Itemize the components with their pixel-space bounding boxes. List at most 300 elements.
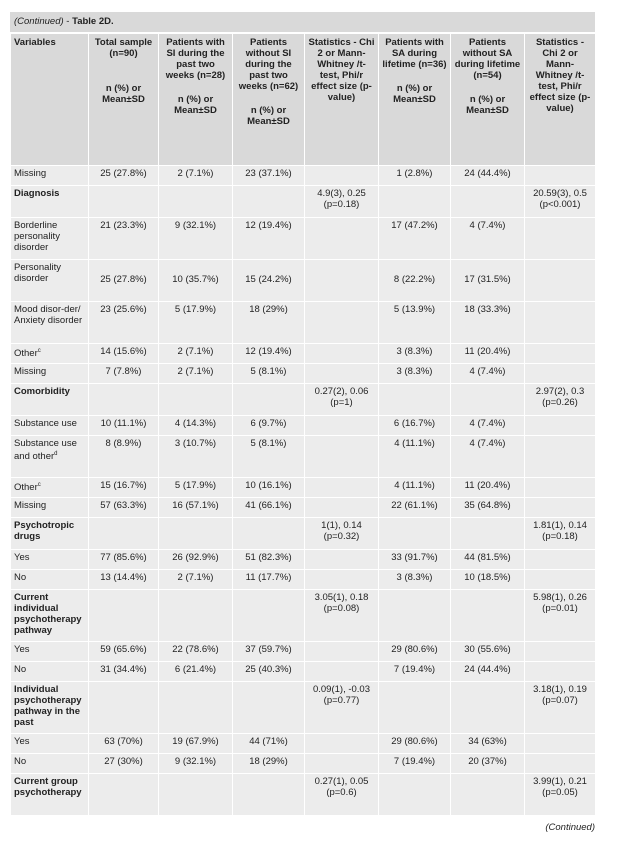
data-cell <box>159 590 233 642</box>
cell-value: 0.27(1), 0.05 (p=0.6) <box>314 776 369 798</box>
data-cell <box>525 364 596 384</box>
data-cell <box>233 550 305 570</box>
data-cell <box>451 260 525 302</box>
table-row <box>11 436 596 478</box>
data-cell <box>159 570 233 590</box>
header-row <box>11 34 596 166</box>
cell-value: 18 (29%) <box>249 756 288 767</box>
cell-value: 3.05(1), 0.18 (p=0.08) <box>314 592 369 614</box>
continued-footer: (Continued) <box>545 822 595 833</box>
data-cell <box>89 774 159 816</box>
caption-prefix: (Continued) <box>14 16 64 27</box>
cell-value: 4 (7.4%) <box>469 438 506 449</box>
data-cell <box>233 436 305 478</box>
header-label: Statistics - Chi 2 or Mann-Whitney /t-test, Phi/r effect size (p-value) <box>529 37 591 114</box>
data-cell <box>89 384 159 416</box>
data-cell <box>159 186 233 218</box>
cell-value: 29 (80.6%) <box>391 736 438 747</box>
data-cell <box>451 218 525 260</box>
data-table <box>10 33 596 816</box>
row-label: Substance use and other <box>14 438 77 463</box>
cell-value: 8 (22.2%) <box>393 274 436 285</box>
table-row <box>11 550 596 570</box>
cell-value: 7 (19.4%) <box>393 664 436 675</box>
row-label-cell <box>11 774 89 816</box>
data-cell <box>451 416 525 436</box>
header-label: Patients with SI during the past two weeks (n=28) <box>165 37 226 81</box>
row-label: Diagnosis <box>14 188 60 199</box>
data-cell <box>233 570 305 590</box>
data-cell <box>159 260 233 302</box>
cell-value: 26 (92.9%) <box>172 552 219 563</box>
header-statistics-sa <box>525 34 596 166</box>
header-sa-patients <box>379 34 451 166</box>
data-cell <box>233 416 305 436</box>
data-cell <box>451 166 525 186</box>
data-cell <box>525 260 596 302</box>
data-cell <box>525 436 596 478</box>
caption-table-label: Table 2D. <box>72 16 114 27</box>
data-cell <box>525 682 596 734</box>
cell-value: 10 (35.7%) <box>172 274 219 285</box>
data-cell <box>305 518 379 550</box>
table-row <box>11 344 596 364</box>
row-label: Substance use <box>14 418 77 429</box>
row-label-cell <box>11 498 89 518</box>
cell-value: 33 (91.7%) <box>391 552 438 563</box>
cell-value: 4 (11.1%) <box>394 438 435 449</box>
cell-value: 4 (7.4%) <box>469 220 506 231</box>
cell-value: 6 (16.7%) <box>393 418 436 429</box>
cell-value: 1 (2.8%) <box>396 168 433 179</box>
data-cell <box>159 302 233 344</box>
data-cell <box>89 218 159 260</box>
data-cell <box>305 186 379 218</box>
row-label: No <box>14 664 27 675</box>
data-cell <box>233 774 305 816</box>
data-cell <box>233 302 305 344</box>
data-cell <box>89 754 159 774</box>
table-row <box>11 478 596 498</box>
data-cell <box>379 364 451 384</box>
cell-value: 31 (34.4%) <box>100 664 147 675</box>
table-caption <box>10 12 595 33</box>
row-label-cell <box>11 302 89 344</box>
data-cell <box>451 590 525 642</box>
row-label-cell <box>11 590 89 642</box>
row-label-cell <box>11 344 89 364</box>
table-row <box>11 364 596 384</box>
data-cell <box>305 166 379 186</box>
data-cell <box>451 570 525 590</box>
data-cell <box>451 682 525 734</box>
row-label-cell <box>11 682 89 734</box>
cell-value: 34 (63%) <box>468 736 507 747</box>
row-label: Individual psychotherapy pathway in the past <box>14 684 82 728</box>
cell-value: 16 (57.1%) <box>172 500 219 511</box>
data-cell <box>233 186 305 218</box>
row-label-cell <box>11 518 89 550</box>
data-cell <box>379 774 451 816</box>
data-cell <box>159 734 233 754</box>
data-cell <box>379 416 451 436</box>
cell-value: 18 (29%) <box>249 304 288 315</box>
data-cell <box>451 662 525 682</box>
data-cell <box>379 662 451 682</box>
row-label-cell <box>11 662 89 682</box>
data-cell <box>89 518 159 550</box>
cell-value: 5 (8.1%) <box>250 438 287 449</box>
cell-value: 77 (85.6%) <box>100 552 147 563</box>
header-unit: n (%) or Mean±SD <box>174 94 217 116</box>
data-cell <box>305 416 379 436</box>
data-cell <box>305 550 379 570</box>
data-cell <box>525 550 596 570</box>
cell-value: 22 (78.6%) <box>172 644 219 655</box>
data-cell <box>159 364 233 384</box>
data-cell <box>233 166 305 186</box>
cell-value: 5.98(1), 0.26 (p=0.01) <box>533 592 587 614</box>
data-cell <box>89 478 159 498</box>
header-unit: n (%) or Mean±SD <box>393 83 436 105</box>
cell-value: 5 (17.9%) <box>174 480 217 491</box>
data-cell <box>159 498 233 518</box>
table-page <box>10 12 595 816</box>
data-cell <box>159 754 233 774</box>
cell-value: 12 (19.4%) <box>245 346 292 357</box>
data-cell <box>451 344 525 364</box>
cell-value: 2 (7.1%) <box>177 168 214 179</box>
header-label: Variables <box>14 37 56 48</box>
footnote-marker: d <box>54 451 58 457</box>
cell-value: 17 (31.5%) <box>464 274 511 285</box>
header-unit: n (%) or Mean±SD <box>102 83 145 105</box>
cell-value: 5 (8.1%) <box>250 366 287 377</box>
data-cell <box>525 302 596 344</box>
cell-value: 10 (11.1%) <box>100 418 147 429</box>
table-row <box>11 416 596 436</box>
data-cell <box>305 590 379 642</box>
data-cell <box>451 478 525 498</box>
data-cell <box>89 186 159 218</box>
table-row <box>11 498 596 518</box>
header-unit: n (%) or Mean±SD <box>247 105 290 127</box>
table-row <box>11 754 596 774</box>
cell-value: 5 (13.9%) <box>393 304 436 315</box>
data-cell <box>89 364 159 384</box>
row-label-cell <box>11 642 89 662</box>
cell-value: 9 (32.1%) <box>174 220 217 231</box>
data-cell <box>89 590 159 642</box>
data-cell <box>159 642 233 662</box>
table-body <box>11 166 596 816</box>
row-label: Comorbidity <box>14 386 70 397</box>
data-cell <box>451 302 525 344</box>
data-cell <box>159 682 233 734</box>
data-cell <box>451 498 525 518</box>
header-no-si-patients <box>233 34 305 166</box>
data-cell <box>379 478 451 498</box>
data-cell <box>379 436 451 478</box>
header-label: Patients without SI during the past two weeks (n=62) <box>238 37 299 92</box>
cell-value: 3 (8.3%) <box>396 572 433 583</box>
data-cell <box>525 498 596 518</box>
data-cell <box>379 518 451 550</box>
data-cell <box>89 436 159 478</box>
row-label: Psychotropic drugs <box>14 520 75 542</box>
data-cell <box>305 260 379 302</box>
header-si-patients <box>159 34 233 166</box>
data-cell <box>233 260 305 302</box>
table-row <box>11 384 596 416</box>
data-cell <box>233 642 305 662</box>
row-label-cell <box>11 478 89 498</box>
cell-value: 11 (20.4%) <box>464 346 511 357</box>
table-row <box>11 166 596 186</box>
cell-value: 17 (47.2%) <box>391 220 438 231</box>
data-cell <box>305 498 379 518</box>
data-cell <box>159 518 233 550</box>
table-row <box>11 186 596 218</box>
row-label: Missing <box>14 366 47 377</box>
data-cell <box>89 416 159 436</box>
cell-value: 2 (7.1%) <box>177 572 214 583</box>
data-cell <box>451 734 525 754</box>
data-cell <box>451 436 525 478</box>
data-cell <box>525 384 596 416</box>
data-cell <box>379 590 451 642</box>
data-cell <box>305 642 379 662</box>
row-label: Yes <box>14 644 30 655</box>
row-label: Borderline personality disorder <box>14 220 60 253</box>
data-cell <box>451 550 525 570</box>
cell-value: 22 (61.1%) <box>391 500 438 511</box>
row-label: Missing <box>14 500 47 511</box>
data-cell <box>305 436 379 478</box>
cell-value: 4 (7.4%) <box>469 366 506 377</box>
cell-value: 10 (16.1%) <box>245 480 292 491</box>
data-cell <box>305 570 379 590</box>
row-label-cell <box>11 364 89 384</box>
table-row <box>11 260 596 302</box>
cell-value: 0.09(1), -0.03 (p=0.77) <box>312 684 371 706</box>
cell-value: 11 (17.7%) <box>245 572 292 583</box>
cell-value: 6 (9.7%) <box>250 418 287 429</box>
cell-value: 59 (65.6%) <box>100 644 147 655</box>
cell-value: 15 (24.2%) <box>245 274 292 285</box>
cell-value: 29 (80.6%) <box>391 644 438 655</box>
cell-value: 10 (18.5%) <box>464 572 511 583</box>
cell-value: 3 (8.3%) <box>396 346 433 357</box>
data-cell <box>89 662 159 682</box>
row-label-cell <box>11 754 89 774</box>
data-cell <box>233 498 305 518</box>
data-cell <box>379 754 451 774</box>
data-cell <box>89 734 159 754</box>
cell-value: 25 (40.3%) <box>245 664 292 675</box>
data-cell <box>89 642 159 662</box>
cell-value: 7 (19.4%) <box>393 756 436 767</box>
row-label-cell <box>11 260 89 302</box>
cell-value: 23 (37.1%) <box>245 168 292 179</box>
data-cell <box>451 642 525 662</box>
data-cell <box>233 682 305 734</box>
cell-value: 3 (8.3%) <box>396 366 433 377</box>
table-row <box>11 734 596 754</box>
data-cell <box>305 734 379 754</box>
data-cell <box>379 344 451 364</box>
data-cell <box>379 302 451 344</box>
cell-value: 27 (30%) <box>104 756 143 767</box>
cell-value: 25 (27.8%) <box>100 274 147 285</box>
cell-value: 3.99(1), 0.21 (p=0.05) <box>533 776 587 798</box>
data-cell <box>159 774 233 816</box>
table-row <box>11 518 596 550</box>
cell-value: 2 (7.1%) <box>177 366 214 377</box>
row-label: Other <box>14 348 38 360</box>
cell-value: 7 (7.8%) <box>105 366 142 377</box>
cell-value: 4 (11.1%) <box>394 480 435 491</box>
cell-value: 0.27(2), 0.06 (p=1) <box>314 386 369 408</box>
cell-value: 8 (8.9%) <box>105 438 142 449</box>
cell-value: 2.97(2), 0.3 (p=0.26) <box>535 386 585 408</box>
data-cell <box>525 774 596 816</box>
table-row <box>11 642 596 662</box>
row-label: No <box>14 756 27 767</box>
table-row <box>11 774 596 816</box>
data-cell <box>379 218 451 260</box>
data-cell <box>305 384 379 416</box>
cell-value: 19 (67.9%) <box>172 736 219 747</box>
row-label: Yes <box>14 552 30 563</box>
row-label: Current individual psychotherapy pathway <box>14 592 82 636</box>
data-cell <box>89 682 159 734</box>
data-cell <box>525 344 596 364</box>
data-cell <box>305 774 379 816</box>
header-statistics-si <box>305 34 379 166</box>
cell-value: 4.9(3), 0.25 (p=0.18) <box>317 188 366 210</box>
row-label-cell <box>11 570 89 590</box>
cell-value: 20.59(3), 0.5 (p<0.001) <box>533 188 587 210</box>
data-cell <box>451 186 525 218</box>
data-cell <box>159 550 233 570</box>
data-cell <box>525 642 596 662</box>
header-label: Statistics - Chi 2 or Mann-Whitney /t-test, Phi/r effect size (p-value) <box>308 37 375 103</box>
data-cell <box>305 302 379 344</box>
row-label-cell <box>11 218 89 260</box>
cell-value: 51 (82.3%) <box>245 552 292 563</box>
cell-value: 6 (21.4%) <box>174 664 217 675</box>
cell-value: 1.81(1), 0.14 (p=0.18) <box>533 520 587 542</box>
cell-value: 4 (14.3%) <box>174 418 217 429</box>
footnote-marker: c <box>37 482 41 488</box>
data-cell <box>159 218 233 260</box>
data-cell <box>525 662 596 682</box>
cell-value: 44 (81.5%) <box>464 552 511 563</box>
data-cell <box>159 436 233 478</box>
header-total-sample <box>89 34 159 166</box>
data-cell <box>525 518 596 550</box>
row-label-cell <box>11 550 89 570</box>
cell-value: 4 (7.4%) <box>469 418 506 429</box>
row-label-cell <box>11 734 89 754</box>
data-cell <box>89 166 159 186</box>
row-label: Other <box>14 482 38 494</box>
data-cell <box>89 260 159 302</box>
table-row <box>11 662 596 682</box>
data-cell <box>233 478 305 498</box>
cell-value: 35 (64.8%) <box>464 500 511 511</box>
data-cell <box>233 590 305 642</box>
header-label: Total sample (n=90) <box>94 37 153 59</box>
cell-value: 14 (15.6%) <box>100 346 147 357</box>
data-cell <box>525 570 596 590</box>
data-cell <box>305 754 379 774</box>
row-label: Mood disor-der/ Anxiety disorder <box>14 304 83 326</box>
data-cell <box>159 166 233 186</box>
data-cell <box>305 364 379 384</box>
cell-value: 24 (44.4%) <box>464 168 511 179</box>
row-label-cell <box>11 186 89 218</box>
header-label: Patients without SA during lifetime (n=54) <box>454 37 521 81</box>
data-cell <box>233 518 305 550</box>
data-cell <box>451 518 525 550</box>
data-cell <box>233 364 305 384</box>
table-row <box>11 682 596 734</box>
cell-value: 12 (19.4%) <box>245 220 292 231</box>
cell-value: 13 (14.4%) <box>100 572 147 583</box>
data-cell <box>525 590 596 642</box>
cell-value: 63 (70%) <box>104 736 143 747</box>
cell-value: 20 (37%) <box>468 756 507 767</box>
data-cell <box>525 754 596 774</box>
data-cell <box>159 478 233 498</box>
data-cell <box>525 166 596 186</box>
data-cell <box>525 218 596 260</box>
cell-value: 1(1), 0.14 (p=0.32) <box>321 520 362 542</box>
data-cell <box>525 416 596 436</box>
header-unit: n (%) or Mean±SD <box>466 94 509 116</box>
cell-value: 15 (16.7%) <box>100 480 147 491</box>
data-cell <box>525 186 596 218</box>
data-cell <box>305 662 379 682</box>
data-cell <box>233 734 305 754</box>
row-label-cell <box>11 436 89 478</box>
row-label: Missing <box>14 168 47 179</box>
row-label-cell <box>11 416 89 436</box>
data-cell <box>451 384 525 416</box>
row-label: Personality disorder <box>14 262 61 284</box>
data-cell <box>379 384 451 416</box>
cell-value: 2 (7.1%) <box>177 346 214 357</box>
data-cell <box>159 384 233 416</box>
data-cell <box>305 344 379 364</box>
data-cell <box>379 166 451 186</box>
header-label: Patients with SA during lifetime (n=36) <box>382 37 447 70</box>
cell-value: 23 (25.6%) <box>100 304 147 315</box>
cell-value: 11 (20.4%) <box>464 480 511 491</box>
table-row <box>11 302 596 344</box>
data-cell <box>89 550 159 570</box>
cell-value: 30 (55.6%) <box>464 644 511 655</box>
data-cell <box>159 662 233 682</box>
data-cell <box>89 344 159 364</box>
caption-separator: - <box>63 16 73 27</box>
data-cell <box>233 218 305 260</box>
cell-value: 24 (44.4%) <box>464 664 511 675</box>
header-variables <box>11 34 89 166</box>
data-cell <box>89 570 159 590</box>
